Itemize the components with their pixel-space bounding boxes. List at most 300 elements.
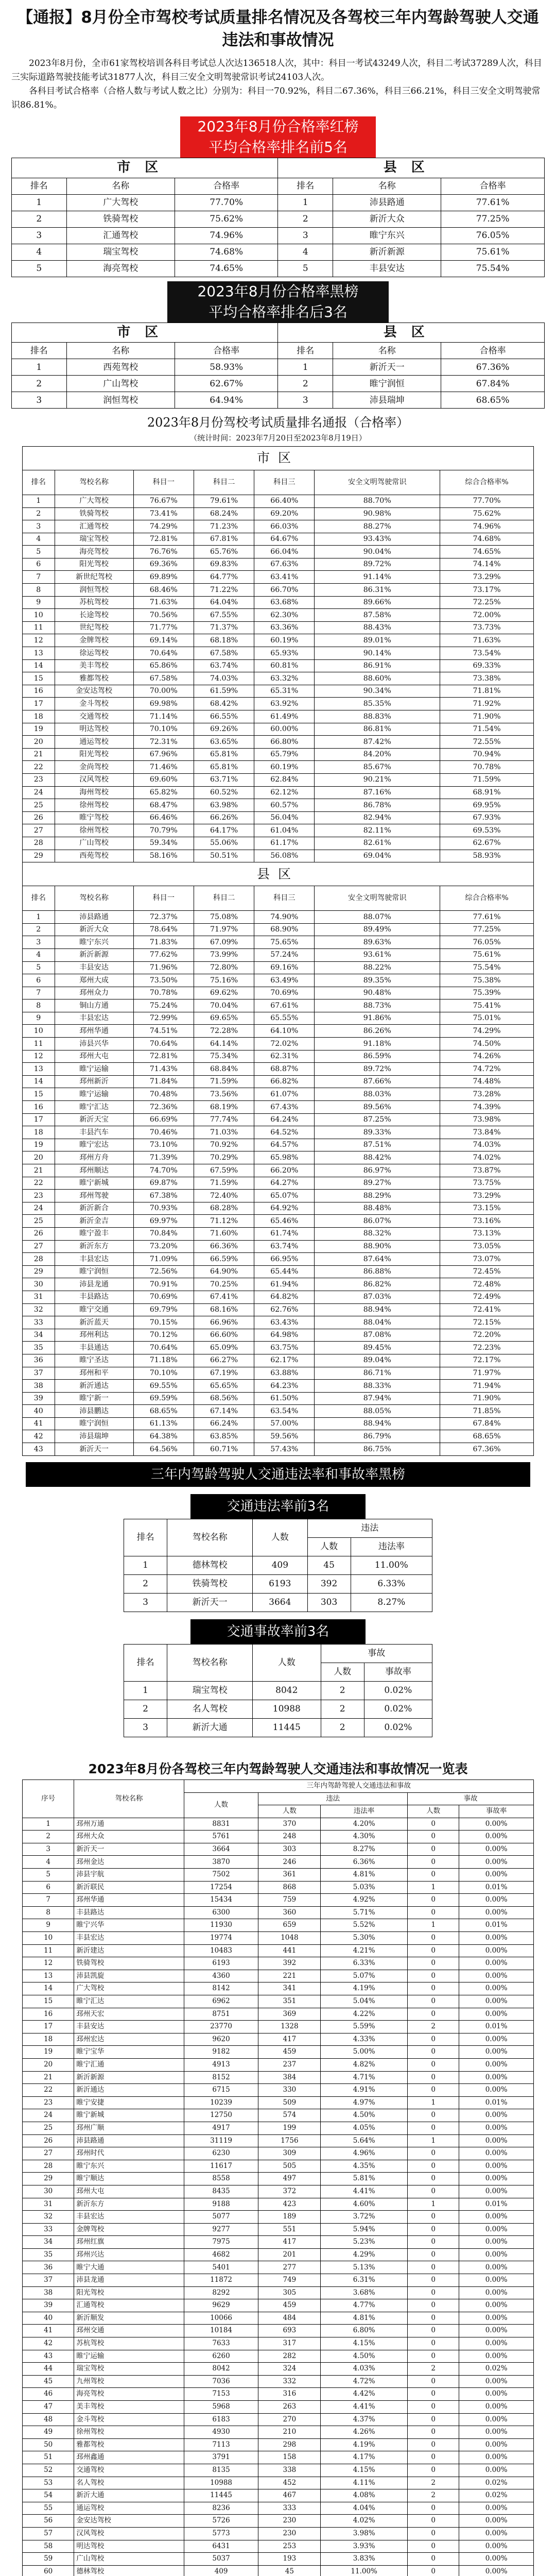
table-cell: 18 xyxy=(23,1126,55,1139)
table-cell: 沛县路通 xyxy=(74,2134,184,2147)
table-cell: 丰县宏达 xyxy=(74,1932,184,1945)
table-cell: 71.85% xyxy=(440,1405,534,1418)
table-cell: 9620 xyxy=(184,2033,258,2046)
table-cell: 58.93% xyxy=(175,359,278,376)
table-cell: 4.03% xyxy=(321,2363,408,2376)
table-cell: 71.59% xyxy=(194,1075,254,1088)
table-cell: 64.38% xyxy=(133,1430,194,1443)
table-cell: 66.20% xyxy=(254,1164,315,1177)
table-cell: 89.49% xyxy=(315,923,440,936)
accident-rows xyxy=(124,1681,432,1737)
table-cell: 0.00% xyxy=(459,2236,534,2249)
table-cell: 74.50% xyxy=(440,1038,534,1050)
table-row xyxy=(23,2540,534,2553)
table-row xyxy=(23,1894,534,1907)
table-cell: 67.14% xyxy=(194,1405,254,1418)
table-row xyxy=(23,1063,534,1076)
table-cell: 0.00% xyxy=(459,2160,534,2173)
table-cell: 60.00% xyxy=(254,723,315,736)
table-row xyxy=(124,1574,432,1593)
table-cell: 7113 xyxy=(184,2438,258,2451)
table-row xyxy=(23,2515,534,2528)
table-cell: 0 xyxy=(407,2375,459,2388)
table-cell: 0 xyxy=(407,1944,459,1957)
table-cell: 71.43% xyxy=(133,1063,194,1076)
table-cell: 0 xyxy=(407,2464,459,2477)
table-cell: 新沂天一 xyxy=(55,1443,133,1456)
table-cell: 4 xyxy=(23,948,55,961)
table-cell: 14 xyxy=(23,659,55,672)
table-cell: 67.41% xyxy=(194,1291,254,1303)
table-cell: 0.00% xyxy=(459,2553,534,2566)
table-cell: 1 xyxy=(12,359,67,376)
table-cell: 270 xyxy=(258,2413,321,2426)
table-cell: 70.64% xyxy=(133,1342,194,1354)
table-cell: 409 xyxy=(253,1556,307,1574)
table-cell: 70.56% xyxy=(133,609,194,622)
table-cell: 39 xyxy=(23,1392,55,1405)
table-cell: 1 xyxy=(407,2198,459,2211)
table-cell: 阳光驾校 xyxy=(55,748,133,761)
table-row xyxy=(23,1957,534,1970)
table-cell: 邳州新沂 xyxy=(55,1075,133,1088)
table-cell: 70.93% xyxy=(133,1202,194,1215)
table-cell: 0.00% xyxy=(459,2248,534,2261)
table-cell: 44 xyxy=(23,2363,74,2376)
table-cell: 0 xyxy=(407,2438,459,2451)
table-cell: 4.50% xyxy=(321,2109,408,2122)
table-cell: 59 xyxy=(23,2553,74,2566)
table-cell: 86.59% xyxy=(315,1050,440,1063)
table-cell: 67.09% xyxy=(194,936,254,949)
table-cell: 90.98% xyxy=(315,507,440,520)
table-cell: 6183 xyxy=(184,2413,258,2426)
table-cell: 沛县凯旋 xyxy=(74,1970,184,1982)
table-cell: 5.64% xyxy=(321,2134,408,2147)
table-cell: 新沂金吉 xyxy=(55,1215,133,1228)
table-cell: 4.05% xyxy=(321,2122,408,2134)
table-cell: 13 xyxy=(23,1970,74,1982)
county-rows xyxy=(23,911,534,1456)
table-cell: 89.63% xyxy=(315,936,440,949)
table-cell: 70.48% xyxy=(133,1088,194,1101)
table-cell: 509 xyxy=(258,2096,321,2109)
table-cell: 70.46% xyxy=(133,1126,194,1139)
illegal-rate-banner: 交通违法率前3名 xyxy=(190,1494,366,1519)
table-cell: 0 xyxy=(407,2540,459,2553)
table-cell: 68.46% xyxy=(133,584,194,597)
table-cell: 0 xyxy=(407,1818,459,1831)
table-cell: 75.62% xyxy=(175,211,278,227)
table-cell: 86.26% xyxy=(315,1025,440,1038)
table-cell: 金斗驾校 xyxy=(74,2413,184,2426)
table-cell: 12750 xyxy=(184,2109,258,2122)
table-cell: 37 xyxy=(23,1367,55,1380)
table-row xyxy=(23,1012,534,1025)
table-row xyxy=(23,584,534,597)
table-cell: 3.98% xyxy=(321,2527,408,2540)
table-cell: 64.90% xyxy=(194,1265,254,1278)
table-cell: 69.89% xyxy=(133,571,194,584)
table-cell: 65.44% xyxy=(254,1265,315,1278)
table-row xyxy=(23,1088,534,1101)
table-cell: 88.27% xyxy=(315,520,440,533)
table-cell: 睢宁新一 xyxy=(55,1392,133,1405)
table-cell: 392 xyxy=(258,1957,321,1970)
table-cell: 邳州大屯 xyxy=(74,2185,184,2198)
table-cell: 新沂天宝 xyxy=(55,1113,133,1126)
table-cell: 1 xyxy=(407,1881,459,1894)
table-cell: 417 xyxy=(258,2236,321,2249)
table-cell: 睢宁安捷 xyxy=(74,2096,184,2109)
table-cell: 89.72% xyxy=(315,558,440,571)
table-cell: 1 xyxy=(23,911,55,924)
table-row xyxy=(23,2502,534,2515)
table-cell: 77.74% xyxy=(194,1113,254,1126)
table-row xyxy=(23,1025,534,1038)
accident-top3-table: 排名 驾校名称 人数 事故 人数 事故率 1 瑞宝驾校 8042 2 0.02% 2 名人驾校 10988 2 0.02% 3 新沂大通 11445 2 0.02% xyxy=(124,1644,432,1737)
table-cell: 新沂通达 xyxy=(74,2084,184,2097)
table-cell: 汇通驾校 xyxy=(74,2299,184,2312)
table-cell: 70.25% xyxy=(194,1278,254,1291)
table-cell: 20 xyxy=(23,736,55,749)
table-cell: 0 xyxy=(407,2401,459,2414)
table-cell: 4930 xyxy=(184,2426,258,2439)
table-row xyxy=(23,2274,534,2287)
table-row xyxy=(23,2147,534,2160)
table-cell: 86.31% xyxy=(315,584,440,597)
table-cell: 11.00% xyxy=(351,1556,432,1574)
table-cell: 93.61% xyxy=(315,948,440,961)
table-cell: 361 xyxy=(258,1869,321,1882)
table-cell: 23 xyxy=(23,2096,74,2109)
table-cell: 73.99% xyxy=(194,948,254,961)
table-row xyxy=(23,2160,534,2173)
table-cell: 65.93% xyxy=(254,647,315,660)
table-cell: 4.29% xyxy=(321,2248,408,2261)
table-cell: 69.62% xyxy=(194,987,254,999)
table-row xyxy=(23,596,534,609)
column-header: 科目二 xyxy=(194,886,254,911)
table-cell: 0 xyxy=(407,1831,459,1843)
table-cell: 88.73% xyxy=(315,999,440,1012)
table-cell: 51 xyxy=(23,2451,74,2464)
table-row xyxy=(23,2388,534,2401)
table-cell: 71.46% xyxy=(133,761,194,774)
table-cell: 54 xyxy=(23,2489,74,2502)
table-cell: 睢宁运输 xyxy=(55,1063,133,1076)
column-header: 综合合格率% xyxy=(440,886,534,911)
table-cell: 0.02% xyxy=(459,2489,534,2502)
table-cell: 75.16% xyxy=(194,974,254,987)
table-cell: 3 xyxy=(124,1593,167,1612)
table-row xyxy=(23,2008,534,2021)
table-cell: 68.90% xyxy=(254,923,315,936)
table-cell: 67.36% xyxy=(440,1443,534,1456)
table-row xyxy=(23,2261,534,2274)
table-row xyxy=(23,2401,534,2414)
table-cell: 64.23% xyxy=(254,1380,315,1393)
table-cell: 0 xyxy=(407,2286,459,2299)
table-cell: 6.80% xyxy=(321,2325,408,2337)
table-cell: 49 xyxy=(23,2426,74,2439)
table-cell: 77.70% xyxy=(175,194,278,211)
table-cell: 沛县宇航 xyxy=(74,1869,184,1882)
table-row xyxy=(23,911,534,924)
table-cell: 72.31% xyxy=(133,736,194,749)
table-cell: 3870 xyxy=(184,1856,258,1869)
table-cell: 88.03% xyxy=(315,1088,440,1101)
table-cell: 4.15% xyxy=(321,2337,408,2350)
table-cell: 5 xyxy=(278,260,333,277)
table-cell: 64.92% xyxy=(254,1202,315,1215)
table-row xyxy=(23,1982,534,1995)
table-cell: 17254 xyxy=(184,1881,258,1894)
table-cell: 88.29% xyxy=(315,1190,440,1202)
table-cell: 0.00% xyxy=(459,1818,534,1831)
bottom3-table: 市区 县区 排名 名称 合格率 排名 名称 合格率 1 西苑驾校 58.93% 1 新沂天一 67.36% 2 广山驾校 62.67% 2 睢宁润恒 67.84% 3 润恒驾校 64.94% 3 沛县瑞坤 68.65% xyxy=(11,323,545,409)
table-row xyxy=(23,698,534,710)
list-title: 2023年8月份各驾校三年内驾龄驾驶人交通违法和事故情况一览表 xyxy=(88,1761,468,1776)
table-cell: 75.62% xyxy=(440,507,534,520)
table-cell: 2 xyxy=(278,376,333,392)
table-cell: 30 xyxy=(23,1278,55,1291)
table-cell: 201 xyxy=(258,2248,321,2261)
table-cell: 63.88% xyxy=(254,1367,315,1380)
table-cell: 0.00% xyxy=(459,2274,534,2287)
table-cell: 61.04% xyxy=(254,824,315,837)
table-cell: 303 xyxy=(258,1843,321,1856)
table-cell: 5 xyxy=(23,546,55,558)
table-row xyxy=(23,2477,534,2489)
table-cell: 19 xyxy=(23,723,55,736)
table-cell: 0.00% xyxy=(459,2540,534,2553)
table-cell: 0 xyxy=(407,2211,459,2224)
table-cell: 7 xyxy=(23,987,55,999)
table-cell: 邳州交通 xyxy=(74,2325,184,2337)
table-cell: 睢宁新城 xyxy=(55,1177,133,1190)
intro xyxy=(11,57,545,112)
table-row xyxy=(12,244,545,260)
table-cell: 73.17% xyxy=(440,584,534,597)
table-cell: 61.74% xyxy=(254,1227,315,1240)
table-cell: 0.00% xyxy=(459,1869,534,1882)
table-cell: 66.96% xyxy=(194,1316,254,1329)
table-cell: 75.65% xyxy=(254,936,315,949)
table-row xyxy=(23,2046,534,2059)
table-cell: 72.17% xyxy=(440,1354,534,1367)
table-cell: 0.00% xyxy=(459,2109,534,2122)
table-cell: 0.00% xyxy=(459,2438,534,2451)
table-cell: 27 xyxy=(23,2147,74,2160)
table-row xyxy=(23,850,534,862)
table-cell: 91.86% xyxy=(315,1012,440,1025)
table-row xyxy=(23,1075,534,1088)
table-cell: 77.62% xyxy=(133,948,194,961)
table-row xyxy=(23,1856,534,1869)
table-row xyxy=(124,1681,432,1700)
table-cell: 汉风驾校 xyxy=(74,2527,184,2540)
table-cell: 11 xyxy=(23,1944,74,1957)
table-cell: 0 xyxy=(407,1932,459,1945)
table-cell: 72.45% xyxy=(440,1265,534,1278)
table-cell: 8831 xyxy=(184,1818,258,1831)
table-cell: 10 xyxy=(23,609,55,622)
table-cell: 74.29% xyxy=(440,1025,534,1038)
table-cell: 8435 xyxy=(184,2185,258,2198)
table-cell: 65.09% xyxy=(194,1342,254,1354)
table-cell: 7975 xyxy=(184,2236,258,2249)
table-cell: 明达驾校 xyxy=(55,723,133,736)
table-cell: 64.82% xyxy=(254,1291,315,1303)
table-cell: 69.87% xyxy=(133,1177,194,1190)
table-cell: 45 xyxy=(307,1556,351,1574)
table-cell: 56.08% xyxy=(254,850,315,862)
quality-title: 2023年8月份驾校考试质量排名通报（合格率） xyxy=(147,415,409,430)
table-cell: 4.22% xyxy=(321,2008,408,2021)
table-cell: 74.72% xyxy=(440,1063,534,1076)
table-row xyxy=(23,961,534,974)
table-cell: 瑞宝驾校 xyxy=(74,2363,184,2376)
table-cell: 87.64% xyxy=(315,1253,440,1266)
table-cell: 12 xyxy=(23,634,55,647)
table-cell: 64.98% xyxy=(254,1329,315,1342)
table-cell: 2 xyxy=(407,2477,459,2489)
table-cell: 8042 xyxy=(253,1681,321,1700)
table-cell: 62.31% xyxy=(254,1050,315,1063)
table-cell: 65.46% xyxy=(254,1215,315,1228)
table-cell: 0.00% xyxy=(459,2565,534,2576)
table-cell: 4.30% xyxy=(321,1831,408,1843)
table-cell: 82.61% xyxy=(315,837,440,850)
table-cell: 263 xyxy=(258,2401,321,2414)
table-cell: 睢宁汇通 xyxy=(74,2058,184,2071)
table-cell: 4 xyxy=(278,244,333,260)
table-cell: 3791 xyxy=(184,2451,258,2464)
table-cell: 64.94% xyxy=(175,392,278,409)
table-cell: 丰县汽车 xyxy=(55,1126,133,1139)
table-cell: 0.00% xyxy=(459,2058,534,2071)
table-cell: 74.96% xyxy=(440,520,534,533)
group-header: 市区 xyxy=(12,158,278,178)
table-cell: 38 xyxy=(23,1380,55,1393)
table-cell: 苏杭驾校 xyxy=(55,596,133,609)
table-cell: 72.56% xyxy=(133,1265,194,1278)
table-cell: 0.00% xyxy=(459,2337,534,2350)
table-cell: 66.95% xyxy=(254,1253,315,1266)
table-cell: 17 xyxy=(23,2021,74,2033)
table-cell: 24 xyxy=(23,1202,55,1215)
table-cell: 美丰驾校 xyxy=(74,2401,184,2414)
table-cell: 2 xyxy=(12,211,67,227)
table-cell: 64.56% xyxy=(133,1443,194,1456)
table-cell: 世纪驾校 xyxy=(55,621,133,634)
table-cell: 86.71% xyxy=(315,1367,440,1380)
table-row xyxy=(23,837,534,850)
table-cell: 新沂大通 xyxy=(74,2489,184,2502)
table-cell: 62.67% xyxy=(440,837,534,850)
table-cell: 88.94% xyxy=(315,1303,440,1316)
table-row xyxy=(23,1303,534,1316)
table-cell: 5.30% xyxy=(321,1932,408,1945)
table-cell: 75.61% xyxy=(440,948,534,961)
table-row xyxy=(23,2021,534,2033)
table-cell: 317 xyxy=(258,2337,321,2350)
table-row xyxy=(23,2464,534,2477)
table-cell: 58.16% xyxy=(133,850,194,862)
table-row xyxy=(23,2325,534,2337)
table-row xyxy=(23,507,534,520)
table-cell: 749 xyxy=(258,2274,321,2287)
table-cell: 2 xyxy=(407,2489,459,2502)
table-row xyxy=(12,194,545,211)
table-cell: 74.03% xyxy=(194,672,254,685)
table-cell: 32 xyxy=(23,2211,74,2224)
table-cell: 西苑驾校 xyxy=(66,359,175,376)
table-row xyxy=(23,2109,534,2122)
table-cell: 71.60% xyxy=(194,1227,254,1240)
table-cell: 睢宁汇达 xyxy=(74,1995,184,2008)
table-cell: 659 xyxy=(258,1919,321,1932)
table-cell: 22 xyxy=(23,1177,55,1190)
table-cell: 63.71% xyxy=(194,773,254,786)
table-cell: 铁骑驾校 xyxy=(74,1957,184,1970)
table-cell: 63.74% xyxy=(194,659,254,672)
table-row xyxy=(23,1919,534,1932)
table-cell: 丰县宏达 xyxy=(55,1253,133,1266)
table-cell: 64.17% xyxy=(194,824,254,837)
table-cell: 新沂东方 xyxy=(74,2198,184,2211)
table-cell: 90.14% xyxy=(315,647,440,660)
table-cell: 海亮驾校 xyxy=(55,546,133,558)
table-cell: 66.04% xyxy=(254,546,315,558)
table-cell: 15434 xyxy=(184,1894,258,1907)
table-row xyxy=(23,2096,534,2109)
table-cell: 89.56% xyxy=(315,1101,440,1114)
table-cell: 丰县宏达 xyxy=(74,2211,184,2224)
table-cell: 88.90% xyxy=(315,1240,440,1253)
table-cell: 丰县安达 xyxy=(333,260,441,277)
table-cell: 4360 xyxy=(184,1970,258,1982)
table-cell: 25 xyxy=(23,2122,74,2134)
table-cell: 睢宁运输 xyxy=(74,2350,184,2363)
table-cell: 55.06% xyxy=(194,837,254,850)
group-header: 县区 xyxy=(23,862,534,886)
table-cell: 72.81% xyxy=(133,533,194,546)
table-cell: 0 xyxy=(407,1982,459,1995)
table-cell: 71.97% xyxy=(440,1367,534,1380)
table-cell: 3 xyxy=(124,1718,167,1737)
table-cell: 230 xyxy=(258,2515,321,2528)
table-cell: 4.81% xyxy=(321,1869,408,1882)
table-cell: 75.24% xyxy=(133,999,194,1012)
table-cell: 34 xyxy=(23,2236,74,2249)
table-cell: 0.00% xyxy=(459,2464,534,2477)
table-cell: 64.77% xyxy=(194,571,254,584)
table-cell: 372 xyxy=(258,2185,321,2198)
table-cell: 35 xyxy=(23,1342,55,1354)
column-header: 科目一 xyxy=(133,470,194,495)
table-cell: 汉风驾校 xyxy=(55,773,133,786)
table-cell: 1 xyxy=(23,1818,74,1831)
table-cell: 1 xyxy=(407,2134,459,2147)
table-cell: 75.34% xyxy=(194,1050,254,1063)
table-row xyxy=(23,2375,534,2388)
table-cell: 沛县瑞坤 xyxy=(55,1430,133,1443)
table-cell: 4.11% xyxy=(321,2477,408,2489)
table-cell: 0.00% xyxy=(459,1843,534,1856)
table-cell: 71.97% xyxy=(194,923,254,936)
